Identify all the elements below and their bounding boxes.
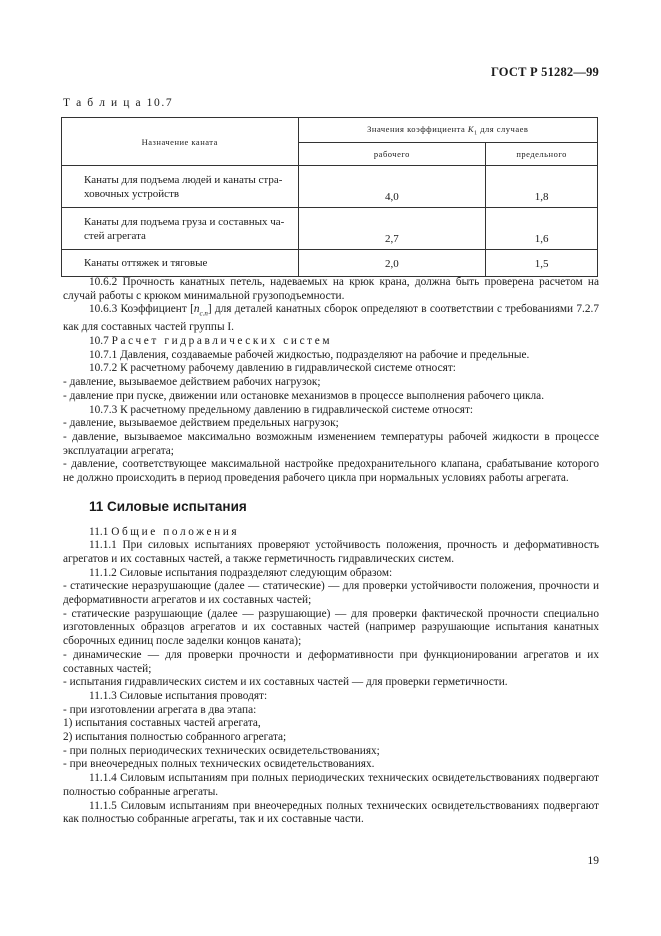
col-header-limit: предельного	[486, 143, 598, 166]
row-limit-value: 1,5	[486, 250, 598, 277]
row-limit-value: 1,8	[486, 166, 598, 208]
paragraph-10-6-3	[63, 303, 599, 335]
list-item: - статические неразрушающие (далее — статические) — для проверки устойчивости положения, прочности и деформативности агрегатов и их составных частей;	[63, 580, 599, 607]
heading-11-1	[63, 526, 599, 540]
paragraph-10-7-1: 10.7.1 Давления, создаваемые рабочей жидкостью, подразделяют на рабочие и предельные.	[89, 348, 530, 361]
row-purpose: Канаты для подъема груза и составных частей агрегата	[62, 208, 299, 250]
list-item: - статические разрушающие (далее — разрушающие) — для проверки фактической прочности специально изготовленных образцов агрегатов и их составных частей (например разрушающие испытания канатных сборочных единиц после заделки концов каната);	[63, 607, 599, 648]
list-item: - при внеочередных полных технических освидетельствованиях.	[63, 758, 375, 771]
list-item: - испытания гидравлических систем и их составных частей — для проверки герметичности.	[63, 676, 508, 689]
paragraph-11-1-4: 11.1.4 Силовым испытаниям при полных периодических технических освидетельствованиях подвергают полностью собранные агрегаты.	[63, 772, 599, 798]
table-caption: Т а б л и ц а 10.7	[63, 97, 174, 109]
row-purpose: Канаты оттяжек и тяговые	[62, 250, 299, 277]
paragraph-11-1-1: 11.1.1 При силовых испытаниях проверяют устойчивость положения, прочность и деформативность агрегатов и их составных частей, а также герметичность гидравлических систем.	[63, 539, 599, 565]
paragraph-10-6-3-end: ] для деталей канатных сборок определяют в соответствии с требованиями 7.2.7 как для составных частей группы I.	[63, 303, 599, 334]
heading-10-7-number: 10.7	[89, 335, 109, 348]
heading-11-1-title: Общие положения	[111, 525, 240, 538]
heading-10-7-title: Расчет гидравлических систем	[111, 335, 333, 348]
list-item: - динамические — для проверки прочности и деформативности при функционировании агрегатов и их составных частей;	[63, 648, 599, 675]
coef-n-symbol: n	[193, 303, 200, 316]
col-header-coefficient	[298, 118, 597, 143]
row-working-value: 4,0	[298, 166, 486, 208]
paragraph-10-6-3-start: 10.6.3 Коэффициент [	[89, 303, 194, 316]
row-working-value: 2,7	[298, 208, 486, 250]
coef-n-subscript: с.п	[199, 309, 208, 318]
table-row	[62, 208, 598, 250]
coefficient-table	[61, 117, 598, 277]
paragraph-11-1-2: 11.1.2 Силовые испытания подразделяют следующим образом:	[89, 566, 393, 579]
coef-header-suffix: для случаев	[480, 123, 529, 134]
standard-designation: ГОСТ Р 51282—99	[490, 65, 599, 79]
section-heading-11: 11 Силовые испытания	[89, 498, 247, 514]
coef-header-prefix: Значения коэффициента	[367, 123, 466, 134]
list-item: - давление, соответствующее максимальной настройке предохранительного клапана, срабатывание которого не должно происходить в период проведения рабочего цикла при нормальных условиях работы агрегата.	[63, 458, 599, 485]
list-item: - давление, вызываемое максимально возможным изменением температуры рабочей жидкости в процессе эксплуатации агрегата;	[63, 430, 599, 457]
table-row	[62, 250, 598, 277]
list-item: - давление при пуске, движении или остановке механизмов в процессе выполнения рабочего цикла.	[63, 389, 545, 402]
paragraph-10-6-2: 10.6.2 Прочность канатных петель, надеваемых на крюк крана, должна быть проверена расчетом на случай работы с крюком минимальной грузоподъемности.	[63, 276, 599, 302]
list-item: - при полных периодических технических освидетельствованиях;	[63, 744, 380, 757]
body-text	[63, 276, 599, 827]
table-row	[62, 166, 598, 208]
heading-10-7	[63, 335, 599, 349]
row-limit-value: 1,6	[486, 208, 598, 250]
list-item: - при изготовлении агрегата в два этапа:	[63, 703, 257, 716]
list-item: - давление, вызываемое действием рабочих нагрузок;	[63, 376, 321, 389]
table-header-row	[62, 118, 598, 143]
paragraph-11-1-3: 11.1.3 Силовые испытания проводят:	[89, 689, 268, 702]
page-number: 19	[587, 855, 599, 867]
paragraph-11-1-5: 11.1.5 Силовым испытаниям при внеочередных полных технических освидетельствованиях подвергают как полностью собранные агрегаты, так и их составные части.	[63, 799, 599, 826]
paragraph-10-7-2: 10.7.2 К расчетному рабочему давлению в гидравлической системе относят:	[89, 362, 456, 375]
col-header-purpose: Назначение каната	[62, 118, 299, 166]
heading-11-1-number: 11.1	[89, 525, 109, 538]
row-working-value: 2,0	[298, 250, 486, 277]
list-item: - давление, вызываемое действием предельных нагрузок;	[63, 417, 339, 430]
list-item: 1) испытания составных частей агрегата,	[63, 717, 261, 730]
paragraph-10-7-3: 10.7.3 К расчетному предельному давлению в гидравлической системе относят:	[89, 403, 474, 416]
coef-subscript: 1	[474, 130, 478, 137]
col-header-working: рабочего	[298, 143, 486, 166]
list-item: 2) испытания полностью собранного агрегата;	[63, 731, 287, 744]
row-purpose: Канаты для подъема людей и канаты страховочных устройств	[62, 166, 299, 208]
coef-symbol: K	[467, 123, 475, 134]
